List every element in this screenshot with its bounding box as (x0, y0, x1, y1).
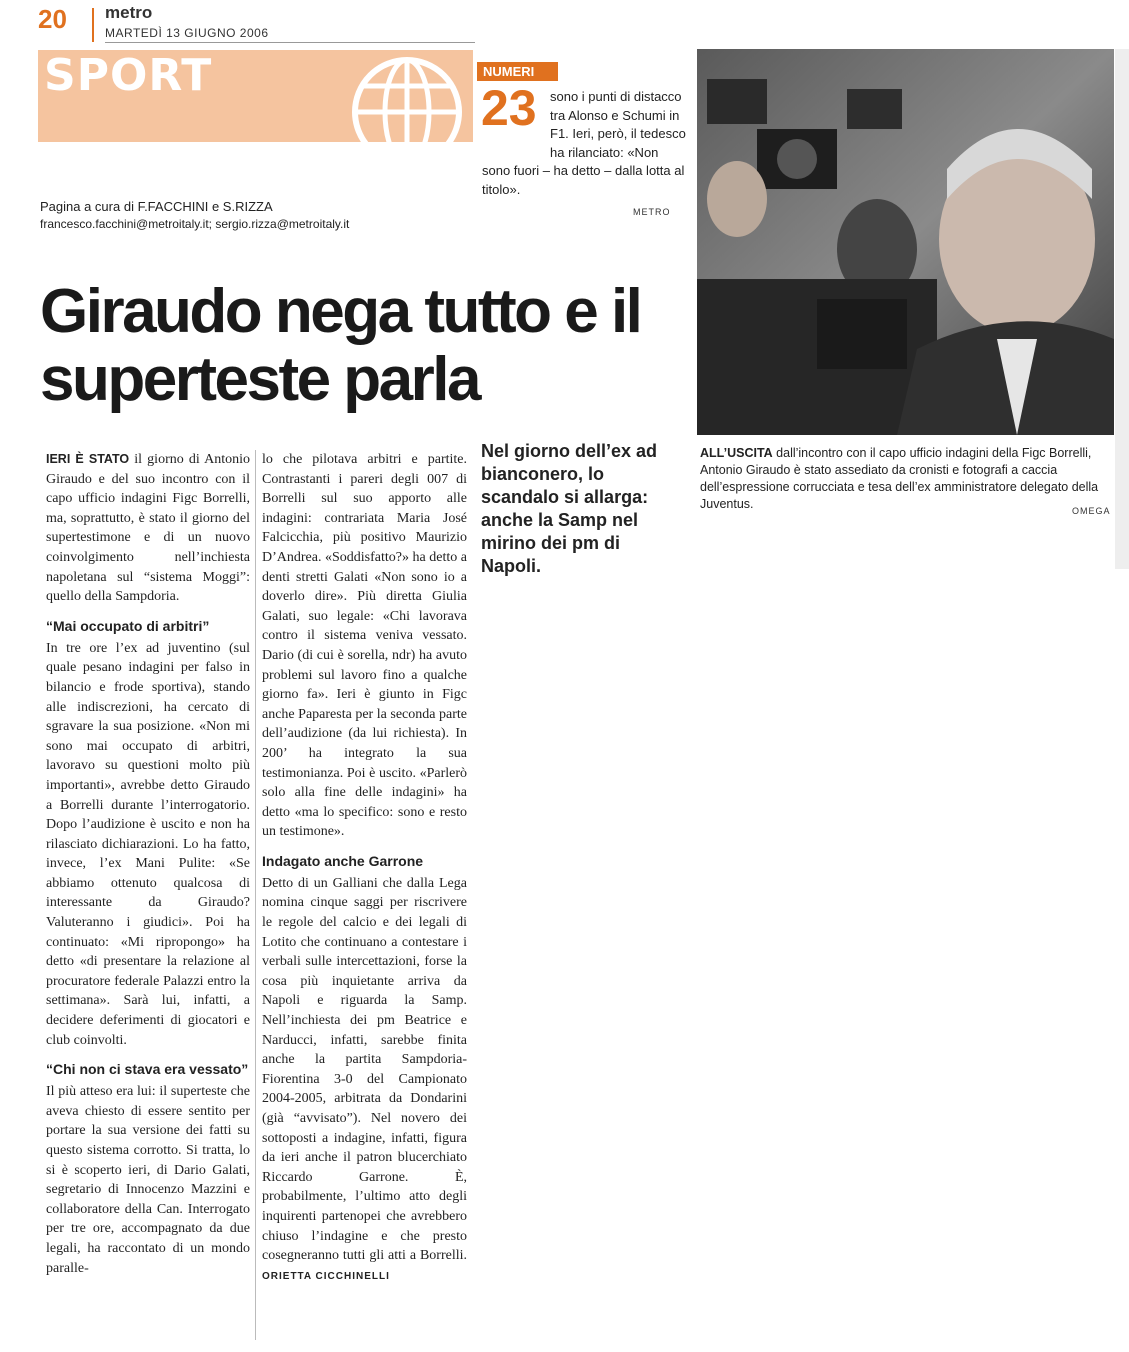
numeri-credit: METRO (633, 207, 671, 217)
paragraph: In tre ore l’ex ad juventino (sul quale pesano indagini per falso in bilancio e frode sportiva), stando alle indiscrezioni, ha cercato di sgravare la sua posizione. «Non mi sono mai occupato di arbitri, lavoravo su questioni molto più importanti», avrebbe detto Giraudo a Borrelli durante l’interrogatorio. Dopo l’audizione è uscito e non ha rilasciato dichiarazioni. Lo ha fatto, invece, l’ex Mani Pulite: «Se abbiamo ottenuto qualcosa di interessante da Giraudo? Valuteranno i giudici». Poi ha continuato: «Mi ripropongo» ha detto «di presentare la relazione al procuratore federale Palazzi entro la settimana». Sarà lui, infatti, a decidere deferimenti di giocatori e club coinvolti. (46, 640, 250, 1048)
paragraph: Il più atteso era lui: il superteste che aveva chiesto di essere sentito per portare la sua versione dei fatti su questo sistema corrotto. Si tratta, lo si è scoperto ieri, di Dario Galati, segretario di Innocenzo Mazzini e collaboratore della Can. Interrogato per tre ore, accompagnato da due legali, ha raccontato di un mondo paralle- (46, 1084, 250, 1276)
subheading: “Mai occupato di arbitri” (46, 617, 210, 634)
brand-name: metro (105, 3, 153, 22)
paragraph-text: il giorno di Antonio Giraudo e del suo incontro con il capo ufficio indagini Figc Borrelli, ma, soprattutto, è stato il giorno del supertestimone e di un nuovo coinvolgimento nell’inchiesta napoletana sul “sistema Moggi”: quello della Sampdoria. (46, 452, 250, 605)
editor-credit: Pagina a cura di F.FACCHINI e S.RIZZA (40, 199, 273, 214)
byline: ORIETTA CICCHINELLI (262, 1270, 390, 1282)
numeri-text (482, 88, 687, 199)
numeri-body: sono i punti di distacco tra Alonso e Schumi in F1. Ieri, però, il tedesco ha rilanciato: «Non sono fuori – ha detto – dalla lotta al titolo». (482, 89, 686, 197)
paragraph (46, 450, 250, 607)
paragraph-text: Detto di un Galliani che dalla Lega nomina cinque saggi per riscrivere le regole del calcio e dei legali di Lotito che continuano a contestare i verbali sulle intercettazioni, forse la cosa più inquietante arriva da Napoli e riguarda la Samp. Nell’inchiesta dei pm Beatrice e Narducci, infatti, sarebbe finita anche la partita Sampdoria-Fiorentina 3-0 del Campionato 2004-2005, arbitrata da Dondarini (già “avvisato”). Nel novero dei sottoposti a indagine, infatti, figura da ieri anche il patron blucerchiato Riccardo Garrone. È, probabilmente, l’ultimo atto degli inquirenti partenopei che avrebbero chiuso l’indagine e che presto cosegneranno tutti gli atti a Borrelli. (262, 875, 467, 1264)
issue-date: MARTEDÌ 13 GIUGNO 2006 (105, 26, 269, 40)
lead-in: IERI È STATO (46, 452, 130, 466)
subheading: “Chi non ci stava era vessato” (46, 1061, 249, 1078)
headline: Giraudo nega tutto e il superteste parla (40, 277, 641, 414)
caption-text: dall’incontro con il capo ufficio indagini della Figc Borrelli, Antonio Giraudo è stato assediato da cronisti e fotografi a caccia dell’espressione corrucciata e tesa dell’ex amministratore delegato della Juventus. (700, 446, 1099, 511)
column-rule (255, 450, 256, 1340)
page-number: 20 (38, 4, 67, 34)
subheading: Indagato anche Garrone (262, 852, 424, 869)
photo-credit: OMEGA (1072, 506, 1111, 516)
paragraph: lo che pilotava arbitri e partite. Contrastanti i pareri degli 007 di Borrelli sul suo apporto alle indagini: contrariata Maria José Falcicchia, più positivo Maurizio D’Andrea. «Soddisfatto?» ha detto a denti stretti Galati «Non sono io a doverlo dire». Più diretta Giulia Galati, suo legale: «Chi lavorava contro il sistema veniva vessato. Dario (di cui è sorella, ndr) ha avuto problemi sul lavoro fino a qualche giorno fa». Ieri è giunto in Figc anche Paparesta per la seconda parte dell’audizione (da lui richiesta). In 200’ ha integrato la sua testimonianza. Poi è uscito. «Parlerò solo alla fine delle indagini» ha detto «ma lo specifico: sono e resto un testimone». (262, 452, 467, 840)
editor-emails: francesco.facchini@metroitaly.it; sergio.rizza@metroitaly.it (40, 217, 350, 231)
paragraph (262, 874, 467, 1286)
photo-caption (700, 445, 1120, 513)
globe-icon (350, 54, 465, 142)
masthead-divider (92, 8, 94, 42)
masthead-rule (105, 42, 475, 43)
numeri-tag: NUMERI (477, 62, 558, 81)
subheadline: Nel giorno dell’ex ad bianconero, lo scandalo si allarga: anche la Samp nel mirino dei pm di Napoli. (481, 441, 658, 576)
caption-lead: ALL’USCITA (700, 446, 773, 460)
article-column-2 (262, 450, 467, 1286)
news-photo (697, 49, 1114, 435)
numeri-number: 23 (481, 80, 537, 136)
article-column-1 (46, 450, 250, 1278)
section-label: SPORT (44, 50, 213, 101)
numeri-float-spacer (482, 88, 550, 144)
